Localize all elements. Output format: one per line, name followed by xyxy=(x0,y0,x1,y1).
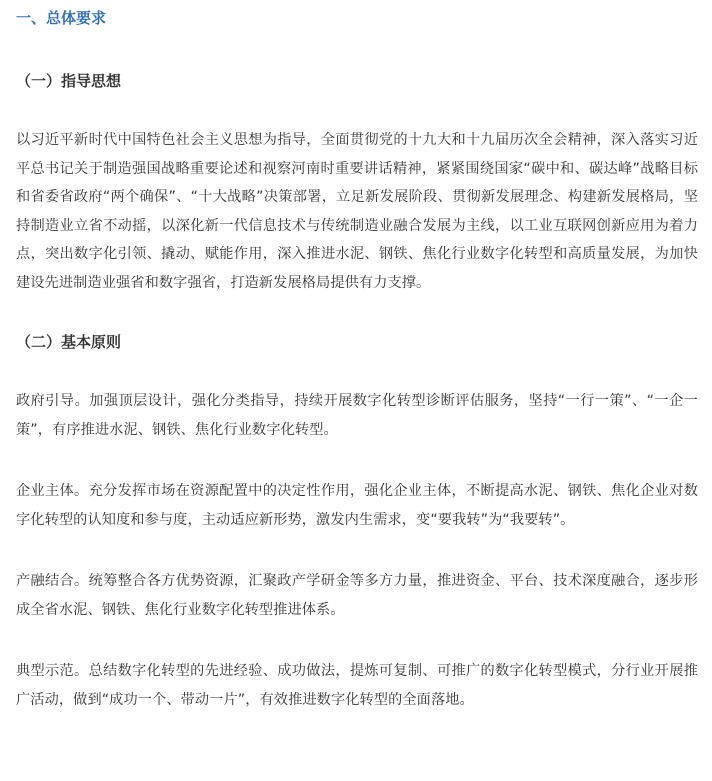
basic-principles-heading: （二）基本原则 xyxy=(16,333,122,351)
guiding-ideology-paragraph: 以习近平新时代中国特色社会主义思想为指导，全面贯彻党的十九大和十九届历次全会精神，深入落实习近平总书记关于制造强国战略重要论述和视察河南时重要讲话精神，紧紧围绕国家“碳中和、碳达峰”战略目标和省委省政府“两个确保”、“十大战略”决策部署，立足新发展阶段、贯彻新发展理念、构建新发展格局，坚持制造业立省不动摇，以深化新一代信息技术与传统制造业融合发展为主线，以工业互联网创新应用为着力点，突出数字化引领、撬动、赋能作用，深入推进水泥、钢铁、焦化行业数字化转型和高质量发展，为加快建设先进制造业强省和数字强省，打造新发展格局提供有力支撑。 xyxy=(16,132,698,291)
principle-industry-finance: 产融结合。统筹整合各方优势资源，汇聚政产学研金等多方力量，推进资金、平台、技术深度融合，逐步形成全省水泥、钢铁、焦化行业数字化转型推进体系。 xyxy=(16,573,698,618)
principle-typical-demonstration: 典型示范。总结数字化转型的先进经验、成功做法，提炼可复制、可推广的数字化转型模式，分行业开展推广活动，做到“成功一个、带动一片”，有效推进数字化转型的全面落地。 xyxy=(16,663,698,708)
guiding-ideology-heading: （一）指导思想 xyxy=(16,72,122,90)
section-title: 一、总体要求 xyxy=(16,9,107,27)
principle-enterprise-subject: 企业主体。充分发挥市场在资源配置中的决定性作用，强化企业主体，不断提高水泥、钢铁、焦化企业对数字化转型的认知度和参与度，主动适应新形势，激发内生需求，变“要我转”为“我要转”。 xyxy=(16,483,698,528)
principle-government-guidance: 政府引导。加强顶层设计，强化分类指导，持续开展数字化转型诊断评估服务，坚持“一行一策”、“一企一策”，有序推进水泥、钢铁、焦化行业数字化转型。 xyxy=(16,393,698,438)
